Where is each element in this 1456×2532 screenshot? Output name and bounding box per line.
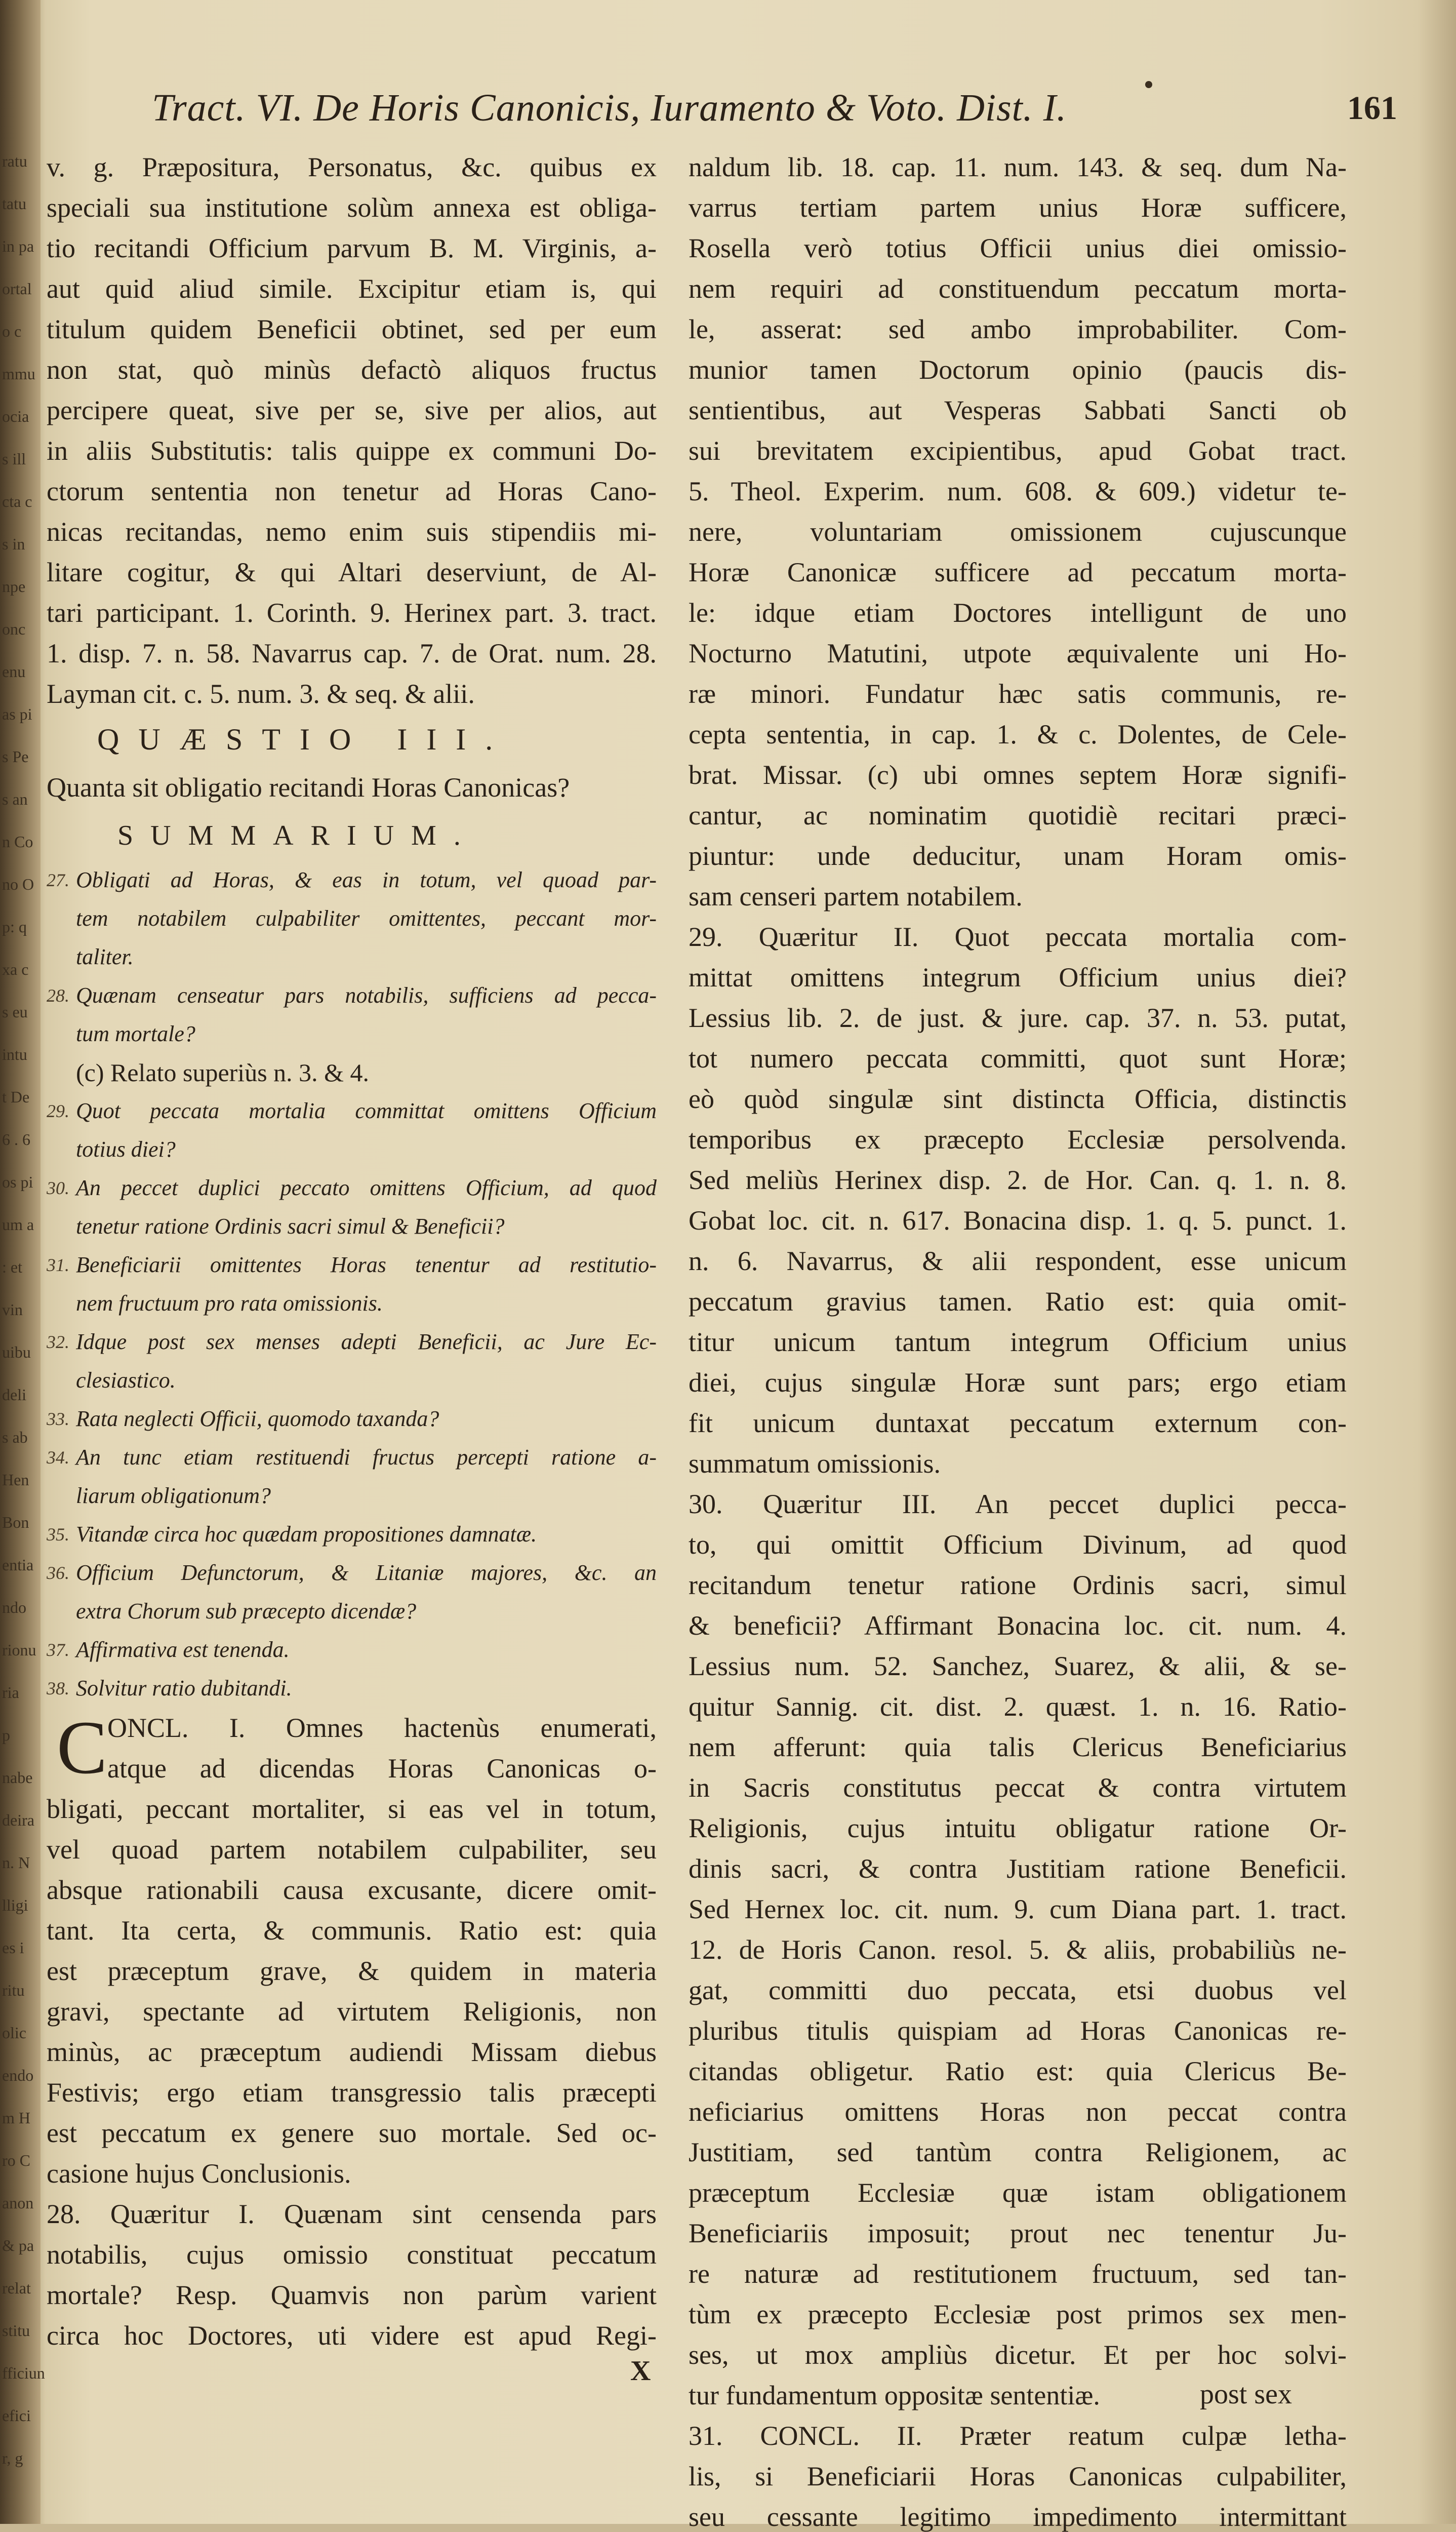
text-line: Justitiam, sed tantùm contra Religionem, ac [689, 2137, 1347, 2167]
summary-line [47, 1554, 657, 1592]
gutter-fragment: ria [2, 1683, 19, 1702]
text-line: dinis sacri, & contra Justitiam ratione Beneficii. [689, 1853, 1347, 1884]
text-line: citandas obligetur. Ratio est: quia Clericus Be- [689, 2056, 1347, 2086]
gutter-fragment: s ill [2, 450, 26, 468]
gutter-fragment: anon [2, 2194, 34, 2212]
summary-number: 32. [47, 1332, 69, 1352]
gutter-fragment: o c [2, 322, 22, 340]
text-line: Lessius num. 52. Sanchez, Suarez, & alii, & se- [689, 1651, 1347, 1681]
gutter-fragment: t De [2, 1088, 30, 1106]
summary-text: An peccet duplici peccato omittens Officium, ad quod [76, 1175, 657, 1200]
summary-text: clesiastico. [76, 1368, 176, 1393]
summary-line [47, 1438, 657, 1477]
text-line: 12. de Horis Canon. resol. 5. & aliis, probabiliùs ne- [689, 1934, 1347, 1965]
text-line: piuntur: unde deducitur, unam Horam omis- [689, 841, 1347, 871]
text-line: præceptum Ecclesiæ quæ istam obligationem [689, 2178, 1347, 2208]
summary-text: Quænam censeatur pars notabilis, sufficiens ad pecca- [76, 983, 657, 1008]
text-line: re naturæ ad restitutionem fructuum, sed tan- [689, 2259, 1347, 2289]
gutter-fragment: n Co [2, 833, 33, 851]
text-line: n. 6. Navarrus, & alii respondent, esse unicum [689, 1246, 1347, 1276]
summary-line [47, 1130, 657, 1169]
gutter-fragment: p [2, 1726, 10, 1744]
right-column [689, 147, 1347, 2532]
text-line: neficiarius omittens Horas non peccat contra [689, 2096, 1347, 2127]
facing-page-gutter [0, 0, 45, 2524]
text-line: Sed meliùs Herinex disp. 2. de Hor. Can. q. 1. n. 8. [689, 1165, 1347, 1195]
text-line: sentientibus, aut Vesperas Sabbati Sancti ob [689, 395, 1347, 425]
summary-number: 28. [47, 985, 69, 1006]
gutter-fragment: ritu [2, 1981, 25, 1999]
summary-text: Solvitur ratio dubitandi. [76, 1676, 292, 1700]
text-line: varrus tertiam partem unius Horæ sufficere, [689, 192, 1347, 223]
summary-text: liarum obligationum? [76, 1483, 271, 1508]
gutter-fragment: stitu [2, 2321, 30, 2340]
gutter-fragment: nabe [2, 1768, 33, 1787]
gutter-fragment: fficiun [2, 2364, 45, 2382]
summary-number: 37. [47, 1640, 69, 1660]
text-line: peccatum gravius tamen. Ratio est: quia omit- [689, 1286, 1347, 1317]
summary-number: 36. [47, 1563, 69, 1583]
text-line: 28. Quæritur I. Quænam sint censenda pars [47, 2199, 657, 2229]
summary-text: Officium Defunctorum, & Litaniæ majores, &c. an [76, 1560, 657, 1585]
text-line: ONCL. I. Omnes hactenùs enumerati, [107, 1713, 657, 1743]
text-line: speciali sua institutione solùm annexa est obliga- [47, 192, 657, 223]
text-line: summatum omissionis. [689, 1448, 941, 1479]
gutter-fragment: deira [2, 1811, 34, 1829]
summary-text: Affirmativa est tenenda. [76, 1637, 290, 1662]
summary-line [47, 1284, 657, 1323]
text-line: le, asserat: sed ambo improbabiliter. Com- [689, 314, 1347, 344]
gutter-fragment: : et [2, 1258, 22, 1276]
text-line: recitandum tenetur ratione Ordinis sacri, simul [689, 1570, 1347, 1600]
signature-mark: X [630, 2355, 651, 2387]
summary-text: Idque post sex menses adepti Beneficii, ac Jure Ec- [76, 1329, 657, 1354]
text-line: tari participant. 1. Corinth. 9. Herinex part. 3. tract. [47, 598, 657, 628]
summary-line [47, 861, 657, 899]
left-column [47, 147, 657, 2356]
gutter-fragment: deli [2, 1386, 26, 1404]
gutter-fragment: ratu [2, 152, 27, 170]
page-number: 161 [1347, 90, 1397, 127]
text-line: vel quoad partem notabilem culpabiliter, seu [47, 1834, 657, 1865]
text-line: & beneficii? Affirmant Bonacina loc. cit. num. 4. [689, 1610, 1347, 1641]
text-line: Horæ Canonicæ sufficere ad peccatum morta- [689, 557, 1347, 587]
text-line: sam censeri partem notabilem. [689, 881, 1023, 912]
text-line: nere, voluntariam omissionem cujuscunque [689, 517, 1347, 547]
summary-text: Rata neglecti Officii, quomodo taxanda? [76, 1406, 439, 1431]
summary-text: Vitandæ circa hoc quædam propositiones damnatæ. [76, 1522, 537, 1547]
text-line: quitur Sannig. cit. dist. 2. quæst. 1. n. 16. Ratio- [689, 1691, 1347, 1722]
gutter-fragment: Bon [2, 1513, 29, 1531]
summary-line [47, 1477, 657, 1515]
text-line: 1. disp. 7. n. 58. Navarrus cap. 7. de Orat. num. 28. [47, 638, 657, 668]
summary-text: An tunc etiam restituendi fructus percepti ratione a- [76, 1445, 657, 1470]
text-line: mortale? Resp. Quamvis non parùm varient [47, 2280, 657, 2310]
summary-line [47, 1092, 657, 1130]
gutter-fragment: Hen [2, 1471, 29, 1489]
gutter-fragment: efici [2, 2406, 31, 2425]
text-line: non stat, quò minùs defactò aliquos fructus [47, 354, 657, 385]
gutter-fragment: rionu [2, 1641, 36, 1659]
text-line: in Sacris constitutus peccat & contra virtutem [689, 1772, 1347, 1803]
text-line: seu cessante legitimo impedimento intermittant [689, 2502, 1347, 2532]
gutter-fragment: lligi [2, 1896, 28, 1914]
text-line: mittat omittens integrum Officium unius diei? [689, 962, 1347, 993]
text-line: 5. Theol. Experim. num. 608. & 609.) videtur te- [689, 476, 1347, 506]
summary-number: 27. [47, 870, 69, 890]
summary-text: tenetur ratione Ordinis sacri simul & Beneficii? [76, 1214, 505, 1239]
gutter-fragment: no O [2, 875, 34, 893]
summary-line [47, 1053, 657, 1092]
text-line: tant. Ita certa, & communis. Ratio est: quia [47, 1915, 657, 1946]
text-line: le: idque etiam Doctores intelligunt de uno [689, 598, 1347, 628]
text-line: Festivis; ergo etiam transgressio talis præcepti [47, 2077, 657, 2108]
text-line: fit unicum duntaxat peccatum externum con- [689, 1408, 1347, 1438]
summary-text: Obligati ad Horas, & eas in totum, vel quoad par- [76, 867, 657, 892]
page-header [152, 86, 1397, 142]
text-line: bligati, peccant mortaliter, si eas vel in totum, [47, 1794, 657, 1824]
text-line: 30. Quæritur III. An peccet duplici pecca- [689, 1489, 1347, 1519]
gutter-fragment: mmu [2, 365, 35, 383]
summary-line [47, 899, 657, 938]
gutter-fragment: um a [2, 1215, 34, 1234]
summary-line [47, 1669, 657, 1708]
gutter-fragment: s an [2, 790, 28, 808]
text-line: est peccatum ex genere suo mortale. Sed oc- [47, 2118, 657, 2148]
gutter-fragment: ro C [2, 2151, 30, 2169]
summary-number: 30. [47, 1178, 69, 1198]
conclusion-block [47, 1708, 657, 2356]
question-line: Quanta sit obligatio recitandi Horas Canonicas? [47, 772, 570, 803]
gutter-fragment: uibu [2, 1343, 31, 1361]
summary-text: totius diei? [76, 1137, 176, 1162]
text-line: sui brevitatem excipientibus, apud Gobat tract. [689, 436, 1347, 466]
text-line: to, qui omittit Officium Divinum, ad quod [689, 1529, 1347, 1560]
summary-line [47, 1015, 657, 1053]
text-line: litare cogitur, & qui Altari deserviunt, de Al- [47, 557, 657, 587]
gutter-fragment: vin [2, 1300, 23, 1319]
text-line: titur unicum tantum integrum Officium unius [689, 1327, 1347, 1357]
running-title: Tract. VI. De Horis Canonicis, Iuramento & Voto. Dist. I. [152, 87, 1067, 129]
text-line: eò quòd singulæ sint distincta Officia, distinctis [689, 1084, 1347, 1114]
text-line: est præceptum grave, & quidem in materia [47, 1956, 657, 1986]
gutter-fragment: enu [2, 662, 26, 681]
text-line: Religionis, cujus intuitu obligatur ratione Or- [689, 1813, 1347, 1843]
gutter-fragment: olic [2, 2024, 26, 2042]
summary-number: 38. [47, 1678, 69, 1698]
text-line: tot numero peccata committi, quot sunt Horæ; [689, 1043, 1347, 1074]
text-line: atque ad dicendas Horas Canonicas o- [107, 1753, 657, 1784]
text-line: Gobat loc. cit. n. 617. Bonacina disp. 1. q. 5. punct. 1. [689, 1205, 1347, 1236]
text-line: naldum lib. 18. cap. 11. num. 143. & seq. dum Na- [689, 152, 1347, 182]
summary-line [47, 1169, 657, 1207]
summary-number: 31. [47, 1255, 69, 1275]
gutter-fragment: os pi [2, 1173, 33, 1191]
gutter-fragment: npe [2, 577, 26, 596]
text-line: casione hujus Conclusionis. [47, 2158, 351, 2189]
gutter-fragment: cta c [2, 492, 32, 510]
gutter-fragment: r, g [2, 2449, 23, 2467]
summary-line [47, 1361, 657, 1400]
gutter-fragment: in pa [2, 237, 34, 255]
text-line: gravi, spectante ad virtutem Religionis, non [47, 1996, 657, 2027]
gutter-fragment: es i [2, 1938, 24, 1957]
text-line: Lessius lib. 2. de just. & jure. cap. 37. n. 53. putat, [689, 1003, 1347, 1033]
text-line: v. g. Præpositura, Personatus, &c. quibus ex [47, 152, 657, 182]
text-line: cantur, ac nominatim quotidiè recitari præci- [689, 800, 1347, 830]
gutter-fragment: s Pe [2, 747, 29, 766]
summary-line [47, 938, 657, 976]
text-line: nem afferunt: quia talis Clericus Beneficiarius [689, 1732, 1347, 1762]
text-line: tio recitandi Officium parvum B. M. Virginis, a- [47, 233, 657, 263]
text-line: cepta sententia, in cap. 1. & c. Dolentes, de Cele- [689, 719, 1347, 749]
quaestio-heading: QUÆSTIO III. [97, 723, 512, 756]
text-line: pluribus titulis quispiam ad Horas Canonicas re- [689, 2015, 1347, 2046]
catchword: post sex [1200, 2379, 1292, 2410]
text-line: nem requiri ad constituendum peccatum morta- [689, 273, 1347, 304]
text-line: in aliis Substitutis: talis quippe ex communi Do- [47, 436, 657, 466]
summary-number: 35. [47, 1524, 69, 1545]
gutter-fragment: n. N [2, 1853, 30, 1872]
summary-line [47, 1592, 657, 1631]
summary-line [47, 1631, 657, 1669]
text-line: lis, si Beneficiarii Horas Canonicas culpabiliter, [689, 2461, 1347, 2491]
gutter-fragment: ndo [2, 1598, 26, 1616]
summary-text: tem notabilem culpabiliter omittentes, peccant mor- [76, 906, 657, 931]
summary-text: taliter. [76, 944, 134, 969]
text-line: Nocturno Matutini, utpote æquivalente uni Ho- [689, 638, 1347, 668]
gutter-fragment: ortal [2, 280, 32, 298]
text-line: absque rationabili causa excusante, dicere omit- [47, 1875, 657, 1905]
text-line: tùm ex præcepto Ecclesiæ post primos sex men- [689, 2299, 1347, 2329]
summary-text: extra Chorum sub præcepto dicendæ? [76, 1599, 417, 1624]
gutter-fragment: s in [2, 535, 25, 553]
text-line: temporibus ex præcepto Ecclesiæ persolvenda. [689, 1124, 1347, 1155]
summary-line [47, 1246, 657, 1284]
gutter-fragment: ocia [2, 407, 29, 425]
gutter-fragment: entia [2, 1556, 34, 1574]
text-line: 31. CONCL. II. Præter reatum culpæ letha- [689, 2421, 1347, 2451]
summary-number: 33. [47, 1409, 69, 1429]
gutter-fragment: intu [2, 1045, 27, 1063]
text-line: Layman cit. c. 5. num. 3. & seq. & alii. [47, 679, 475, 709]
text-line: tur fundamentum oppositæ sententiæ. [689, 2380, 1100, 2410]
text-line: circa hoc Doctores, uti videre est apud Regi- [47, 2320, 657, 2351]
text-line: aut quid aliud simile. Excipitur etiam is, qui [47, 273, 657, 304]
gutter-fragment: m H [2, 2109, 30, 2127]
drop-capital: C [57, 1706, 108, 1790]
gutter-fragment: endo [2, 2066, 34, 2084]
text-line: nicas recitandas, nemo enim suis stipendiis mi- [47, 517, 657, 547]
gutter-fragment: p: q [2, 918, 27, 936]
gutter-fragment: xa c [2, 960, 29, 978]
text-line: ræ minori. Fundatur hæc satis communis, re- [689, 679, 1347, 709]
gutter-fragment: & pa [2, 2236, 34, 2254]
text-line: Beneficiariis imposuit; prout nec tenentur Ju- [689, 2218, 1347, 2248]
text-line: brat. Missar. (c) ubi omnes septem Horæ signifi- [689, 760, 1347, 790]
text-line: 29. Quæritur II. Quot peccata mortalia com- [689, 922, 1347, 952]
summary-line [47, 1515, 657, 1554]
text-line: diei, cujus singulæ Horæ sunt pars; ergo etiam [689, 1367, 1347, 1398]
summarium-heading: SUMMARIUM. [117, 820, 478, 851]
gutter-fragment: as pi [2, 705, 32, 723]
text-line: notabilis, cujus omissio constituat peccatum [47, 2239, 657, 2270]
text-line: ctorum sententia non tenetur ad Horas Cano- [47, 476, 657, 506]
summary-text: Beneficiarii omittentes Horas tenentur ad restitutio- [76, 1252, 657, 1277]
gutter-fragment: s ab [2, 1428, 28, 1446]
summary-text: (c) Relato superiùs n. 3. & 4. [76, 1058, 370, 1087]
text-line: percipere queat, sive per se, sive per alios, aut [47, 395, 657, 425]
summary-text: Quot peccata mortalia committat omittens Officium [76, 1098, 657, 1123]
text-line: ses, ut mox ampliùs dicetur. Et per hoc solvi- [689, 2340, 1347, 2370]
summary-number: 29. [47, 1101, 69, 1121]
gutter-fragment: 6 . 6 [2, 1130, 30, 1149]
gutter-fragment: onc [2, 620, 26, 638]
gutter-fragment: relat [2, 2279, 31, 2297]
gutter-fragment: s eu [2, 1003, 28, 1021]
text-line: Rosella verò totius Officii unius diei omissio- [689, 233, 1347, 263]
text-line: titulum quidem Beneficii obtinet, sed per eum [47, 314, 657, 344]
summary-text: tum mortale? [76, 1021, 195, 1046]
text-line: minùs, ac præceptum audiendi Missam diebus [47, 2037, 657, 2067]
summary-line [47, 1400, 657, 1438]
summary-line [47, 1207, 657, 1246]
gutter-fragment: tatu [2, 194, 26, 213]
text-line: munior tamen Doctorum opinio (paucis dis- [689, 354, 1347, 385]
summary-line [47, 1323, 657, 1361]
summary-line [47, 976, 657, 1015]
summary-number: 34. [47, 1447, 69, 1468]
text-line: gat, committi duo peccata, etsi duobus vel [689, 1975, 1347, 2005]
summary-text: nem fructuum pro rata omissionis. [76, 1291, 383, 1316]
text-line: Sed Hernex loc. cit. num. 9. cum Diana part. 1. tract. [689, 1894, 1347, 1924]
